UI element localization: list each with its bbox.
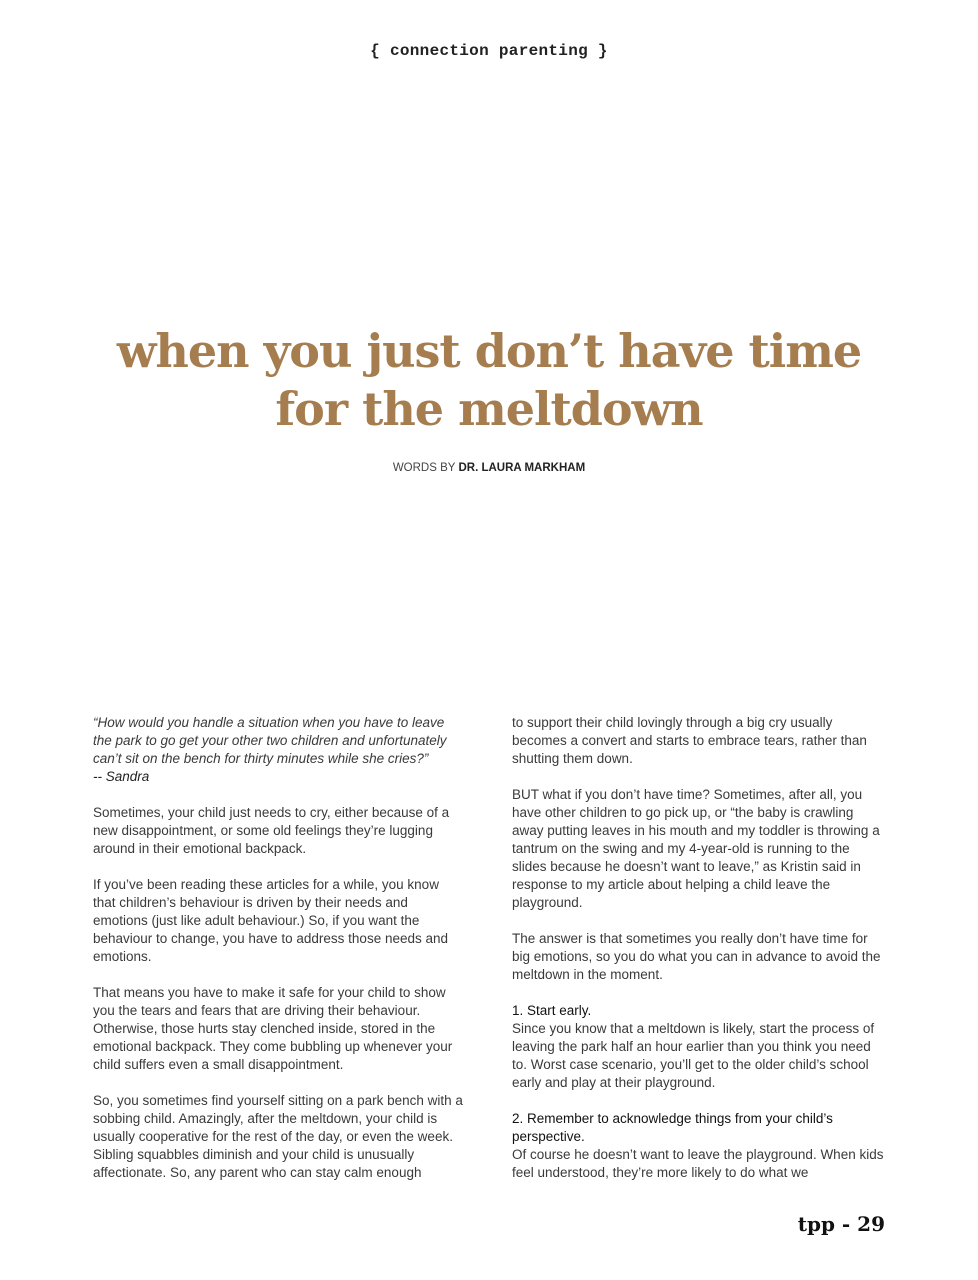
page-number: tpp - 29 bbox=[797, 1212, 885, 1236]
paragraph: BUT what if you don’t have time? Sometimes, after all, you have other children to go pick up, or “the baby is crawling away putting leaves in his mouth and my toddler is throwing a tantrum on the swing and my 4-year-old is running to the slides because he doesn’t want to leave,” as Kristin said in response to my article about helping a child leave the playground. bbox=[512, 787, 880, 910]
title-line-1: when you just don’t have time bbox=[116, 324, 862, 378]
quote-text: “How would you handle a situation when you have to leave the park to go get your other two children and unfortunately can’t sit on the bench for thirty minutes while she cries?” bbox=[93, 715, 447, 766]
quote-attribution: -- Sandra bbox=[93, 769, 150, 784]
paragraph: to support their child lovingly through a big cry usually becomes a convert and starts to embrace tears, rather than shutting them down. bbox=[512, 715, 867, 766]
tip-2-text: Of course he doesn’t want to leave the playground. When kids feel understood, they’re more likely to do what we bbox=[512, 1147, 884, 1180]
paragraph: So, you sometimes find yourself sitting on a park bench with a sobbing child. Amazingly, after the meltdown, your child is usually cooperative for the rest of the day, or even the week. Sibling squabbles diminish and your child is unusually affectionate. So, any parent who can stay calm enough bbox=[93, 1093, 463, 1180]
title-line-2: for the meltdown bbox=[275, 382, 703, 436]
right-column bbox=[512, 714, 884, 1200]
article-title bbox=[60, 322, 918, 438]
paragraph: Sometimes, your child just needs to cry, either because of a new disappointment, or some old feelings they’re lugging around in their emotional backpack. bbox=[93, 805, 450, 856]
tip-1 bbox=[512, 1002, 884, 1092]
tip-2 bbox=[512, 1110, 884, 1182]
byline bbox=[0, 462, 978, 474]
paragraph: If you’ve been reading these articles for a while, you know that children’s behaviour is driven by their needs and emotions (just like adult behaviour.) So, if you want the behaviour to change, you have to address those needs and emotions. bbox=[93, 877, 449, 964]
byline-prefix: WORDS BY bbox=[392, 462, 456, 474]
tip-2-heading: 2. Remember to acknowledge things from your child’s perspective. bbox=[512, 1111, 833, 1144]
paragraph: The answer is that sometimes you really don’t have time for big emotions, so you do what you can in advance to avoid the meltdown in the moment. bbox=[512, 931, 881, 982]
paragraph: That means you have to make it safe for your child to show you the tears and fears that are driving their behaviour. Otherwise, those hurts stay clenched inside, stored in the emotional backpack. They come bubbling up whenever your child suffers even a small disappointment. bbox=[93, 985, 453, 1072]
section-tag: { connection parenting } bbox=[370, 42, 608, 60]
byline-author: DR. LAURA MARKHAM bbox=[458, 462, 586, 474]
reader-quote bbox=[93, 714, 465, 786]
tip-1-heading: 1. Start early. bbox=[512, 1003, 592, 1018]
left-column bbox=[93, 714, 465, 1200]
tip-1-text: Since you know that a meltdown is likely, start the process of leaving the park half an hour earlier than you think you need to. Worst case scenario, you’ll get to the older child’s school early and play at their playground. bbox=[512, 1021, 875, 1090]
